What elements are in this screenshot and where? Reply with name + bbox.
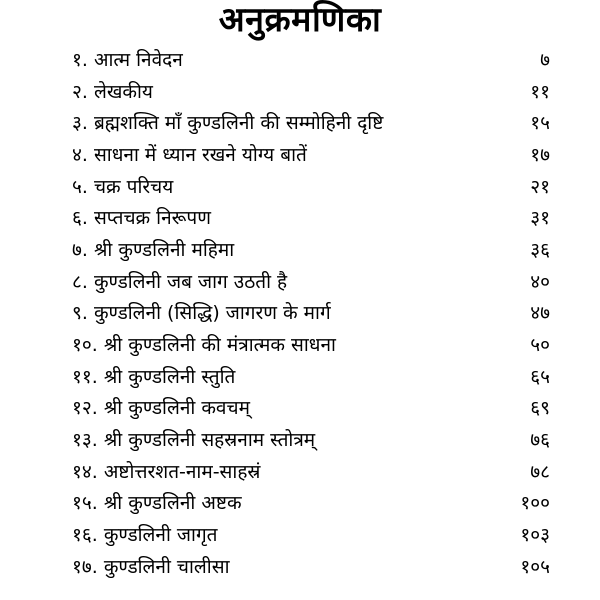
toc-entry-title: ८. कुण्डलिनी जब जाग उठती है (72, 270, 288, 293)
toc-entry-page: ७ (540, 48, 550, 71)
toc-entry-page: ४० (530, 270, 550, 293)
toc-entry (72, 234, 550, 266)
toc-entry (72, 329, 550, 361)
toc-entry-title: १. आत्म निवेदन (72, 48, 183, 71)
toc-entry-title: १४. अष्टोत्तरशत-नाम-साहस्रं (72, 460, 261, 483)
toc-entry-page: ३१ (530, 207, 550, 230)
toc-entry (72, 298, 550, 330)
page-title: अनुक्रमणिका (218, 0, 382, 40)
toc-entry-title: १३. श्री कुण्डलिनी सहस्रनाम स्तोत्रम् (72, 429, 316, 452)
toc-entry (72, 488, 550, 520)
toc-entry (72, 139, 550, 171)
toc-entry-page: १०३ (520, 524, 550, 547)
toc-entry-title: ७. श्री कुण्डलिनी महिमा (72, 238, 235, 261)
toc-entry-title: २. लेखकीय (72, 80, 153, 103)
toc-entry (72, 551, 550, 583)
toc-entry-title: ९. कुण्डलिनी (सिद्धि) जागरण के मार्ग (72, 302, 331, 325)
toc-entry (72, 393, 550, 425)
toc-entry-page: ५० (530, 334, 550, 357)
toc-entry-page: १५ (530, 112, 550, 135)
toc-entry-page: ४७ (530, 302, 550, 325)
toc-entry (72, 44, 550, 76)
toc-entry-title: १७. कुण्डलिनी चालीसा (72, 555, 230, 578)
toc-entry (72, 202, 550, 234)
toc-entry (72, 76, 550, 108)
toc-entry-page: ११ (530, 80, 550, 103)
toc-entry-page: ६९ (530, 397, 550, 420)
table-of-contents (72, 44, 550, 583)
toc-entry-page: ३६ (530, 238, 550, 261)
toc-entry-page: ७८ (530, 460, 550, 483)
toc-entry-page: ७६ (530, 429, 550, 452)
toc-entry (72, 456, 550, 488)
toc-entry (72, 361, 550, 393)
toc-entry-title: ४. साधना में ध्यान रखने योग्य बातें (72, 143, 307, 166)
toc-entry-title: १६. कुण्डलिनी जागृत (72, 524, 218, 547)
toc-entry (72, 266, 550, 298)
toc-entry-page: ६५ (530, 365, 550, 388)
toc-entry-title: ११. श्री कुण्डलिनी स्तुति (72, 365, 236, 388)
toc-entry-title: १२. श्री कुण्डलिनी कवचम् (72, 397, 250, 420)
toc-entry-title: १०. श्री कुण्डलिनी की मंत्रात्मक साधना (72, 334, 336, 357)
toc-entry-title: ६. सप्तचक्र निरूपण (72, 207, 211, 230)
toc-entry-title: ३. ब्रह्मशक्ति माँ कुण्डलिनी की सम्मोहिनी दृष्टि (72, 112, 384, 135)
toc-entry (72, 171, 550, 203)
toc-entry (72, 424, 550, 456)
toc-entry-title: ५. चक्र परिचय (72, 175, 174, 198)
toc-entry (72, 519, 550, 551)
toc-entry-page: १०५ (520, 555, 550, 578)
toc-entry-title: १५. श्री कुण्डलिनी अष्टक (72, 492, 242, 515)
toc-entry-page: १०० (520, 492, 550, 515)
toc-entry-page: २१ (530, 175, 550, 198)
toc-entry-page: १७ (530, 143, 550, 166)
toc-entry (72, 107, 550, 139)
